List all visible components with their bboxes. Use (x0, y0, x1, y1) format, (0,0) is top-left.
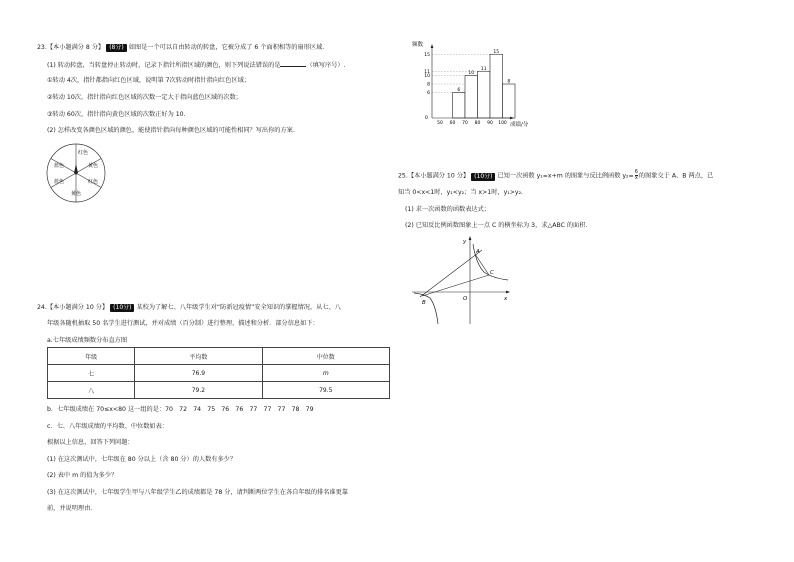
bar-value-label: 11 (480, 66, 487, 72)
x-axis-label: x (504, 296, 508, 302)
q23-header: 23.【本小题满分 8 分】 (37, 44, 105, 51)
table-cell: 79.2 (135, 382, 262, 399)
point-A-label: A (476, 249, 480, 255)
y-axis-label: y (463, 239, 467, 245)
q24-score-badge: (10分) (110, 304, 134, 312)
table-header: 年级 (48, 348, 135, 365)
sector-label: 蓝色 (53, 179, 65, 185)
q23-score-badge: (8分) (106, 44, 127, 52)
histogram-bar (453, 93, 466, 119)
spinner-wheel (45, 142, 107, 204)
bar-value-label: 8 (507, 79, 511, 85)
q24-s3a: (3) 在这次测试中，七年级学生甲与八年级学生乙的成绩都是 78 分，请判断两位学生在各自年级的排名谁更靠 (47, 489, 348, 496)
q24-line1 (37, 304, 341, 312)
y-tick-label: 15 (424, 52, 430, 58)
q25-s2: (2) 已知反比例函数图象上一点 C 的横坐标为 3，求△ABC 的面积. (405, 222, 588, 229)
answer-blank (280, 61, 306, 67)
q24-line3: a.七年级成绩频数分布直方图 (47, 337, 128, 344)
bar-value-label: 10 (468, 71, 475, 76)
fraction-denominator: x (634, 175, 638, 181)
origin-label: 0 (425, 116, 428, 121)
table-cell: m (262, 365, 389, 382)
table-header-row (48, 348, 390, 365)
q23-line1 (37, 44, 324, 52)
q24-line-c: c．七、八年级成绩的平均数、中位数如表： (47, 423, 168, 430)
q23-sub1-end: （填写序号）. (306, 62, 346, 69)
q25-s1: (1) 求一次函数的函数表达式； (405, 206, 490, 213)
y-axis-label: 频数 (412, 42, 424, 48)
histogram-bar (478, 71, 491, 118)
segment-AC (475, 254, 489, 275)
sector-label: 蓝色 (53, 163, 65, 169)
x-axis-label: 成绩/分 (510, 122, 529, 128)
fraction-numerator: 6 (634, 169, 638, 175)
bar-value-label: 15 (493, 49, 500, 55)
x-tick-label: 70 (462, 121, 468, 126)
point-C-label: C (490, 270, 494, 276)
q25-line2: 知当 0<x<1时，y₁<y₂；当 x>1时，y₁>y₂. (398, 189, 524, 196)
q25-header: 25.【本小题满分 10 分】 (398, 172, 470, 180)
x-tick-label: 100 (498, 121, 507, 126)
q24-s3b: 前，并说明理由. (47, 505, 93, 512)
q23-intro: 如图是一个可以自由转动的转盘，它被分成了 6 个面积相等的扇形区域. (128, 44, 325, 51)
fraction (635, 170, 638, 181)
y-tick-label: 10 (424, 74, 430, 80)
q25-score-badge: (10分) (471, 173, 495, 181)
q24-header: 24.【本小题满分 10 分】 (37, 304, 109, 311)
q23-opt3: ③转动 60次，指针指向黄色区域的次数正好为 10. (47, 111, 186, 118)
q23-sub1-text: (1) 转动转盘，当转盘停止转动时，记录下指针所指区域的颜色，则下列说法错误的是 (47, 62, 281, 69)
q24-intro: 某校为了解七、八年级学生对“防新冠疫情”安全知识的掌握情况，从七、八 (136, 304, 341, 311)
segment-BC (422, 275, 489, 296)
table-row (48, 365, 390, 382)
x-tick-label: 60 (449, 121, 456, 126)
frequency-histogram (400, 38, 550, 130)
q25-line1 (398, 170, 713, 181)
bar-value-label: 6 (457, 88, 461, 93)
y-tick-label: 6 (427, 91, 430, 97)
q24-s1: (1) 在这次测试中，七年级在 80 分以上（含 80 分）的人数有多少？ (47, 456, 237, 463)
q23-opt1: ①转动 4次，指针都指向红色区域，说明第 7次转动时指针指向红色区域； (47, 77, 250, 84)
table-cell: 76.9 (135, 365, 262, 382)
sector-label: 黄色 (87, 163, 99, 169)
sector-label: 黄色 (70, 191, 82, 197)
function-graph (410, 234, 515, 326)
q25-intro-end: 的图象交于 A、B 两点，已 (638, 172, 714, 180)
q23-opt2: ②转动 10次，指针指向红色区域的次数一定大于指向蓝色区域的次数； (47, 94, 242, 101)
table-cell: 八 (48, 382, 135, 399)
q24-ask: 根据以上信息，回答下列问题： (47, 439, 134, 446)
table-header: 中位数 (262, 348, 389, 365)
x-tick-label: 90 (487, 121, 493, 126)
table-cell: 七 (48, 365, 135, 382)
x-tick-label: 80 (474, 121, 481, 126)
q23-sub1 (47, 61, 346, 70)
table-header: 平均数 (135, 348, 262, 365)
histogram-bar (490, 54, 503, 118)
table-row (48, 382, 390, 399)
histogram-bar (503, 84, 516, 118)
y-tick-label: 8 (427, 82, 430, 88)
point-B-label: B (422, 300, 426, 306)
q24-line-b: b．七年级成绩在 70≤x<80 这一组的是：70 72 74 75 76 76 77 77 77 78 79 (47, 406, 314, 413)
q25-intro: 已知一次函数 y₁=x+m 的图象与反比例函数 y₂= (497, 172, 634, 180)
sector-label: 红色 (87, 179, 99, 185)
table-cell: 79.5 (262, 382, 389, 399)
hyperbola-branch-2 (414, 293, 438, 324)
y-tick-label: 11 (424, 69, 430, 75)
origin-label: O (463, 296, 468, 302)
x-tick-label: 50 (437, 121, 443, 126)
q23-sub2: (2) 怎样改变各颜色区域的颜色，能使指针指向每种颜色区域的可能性相同？写出你的方案. (47, 127, 295, 134)
histogram-bar (465, 76, 478, 119)
q24-s2: (2) 表中 m 的值为多少？ (47, 472, 118, 479)
stats-table (47, 347, 390, 399)
q24-line2: 年级各随机抽取 50 名学生进行测试，并对成绩（百分制）进行整理、描述和分析．部分信息如下： (47, 320, 319, 327)
line-y1 (420, 250, 482, 297)
sector-label: 红色 (77, 150, 89, 156)
